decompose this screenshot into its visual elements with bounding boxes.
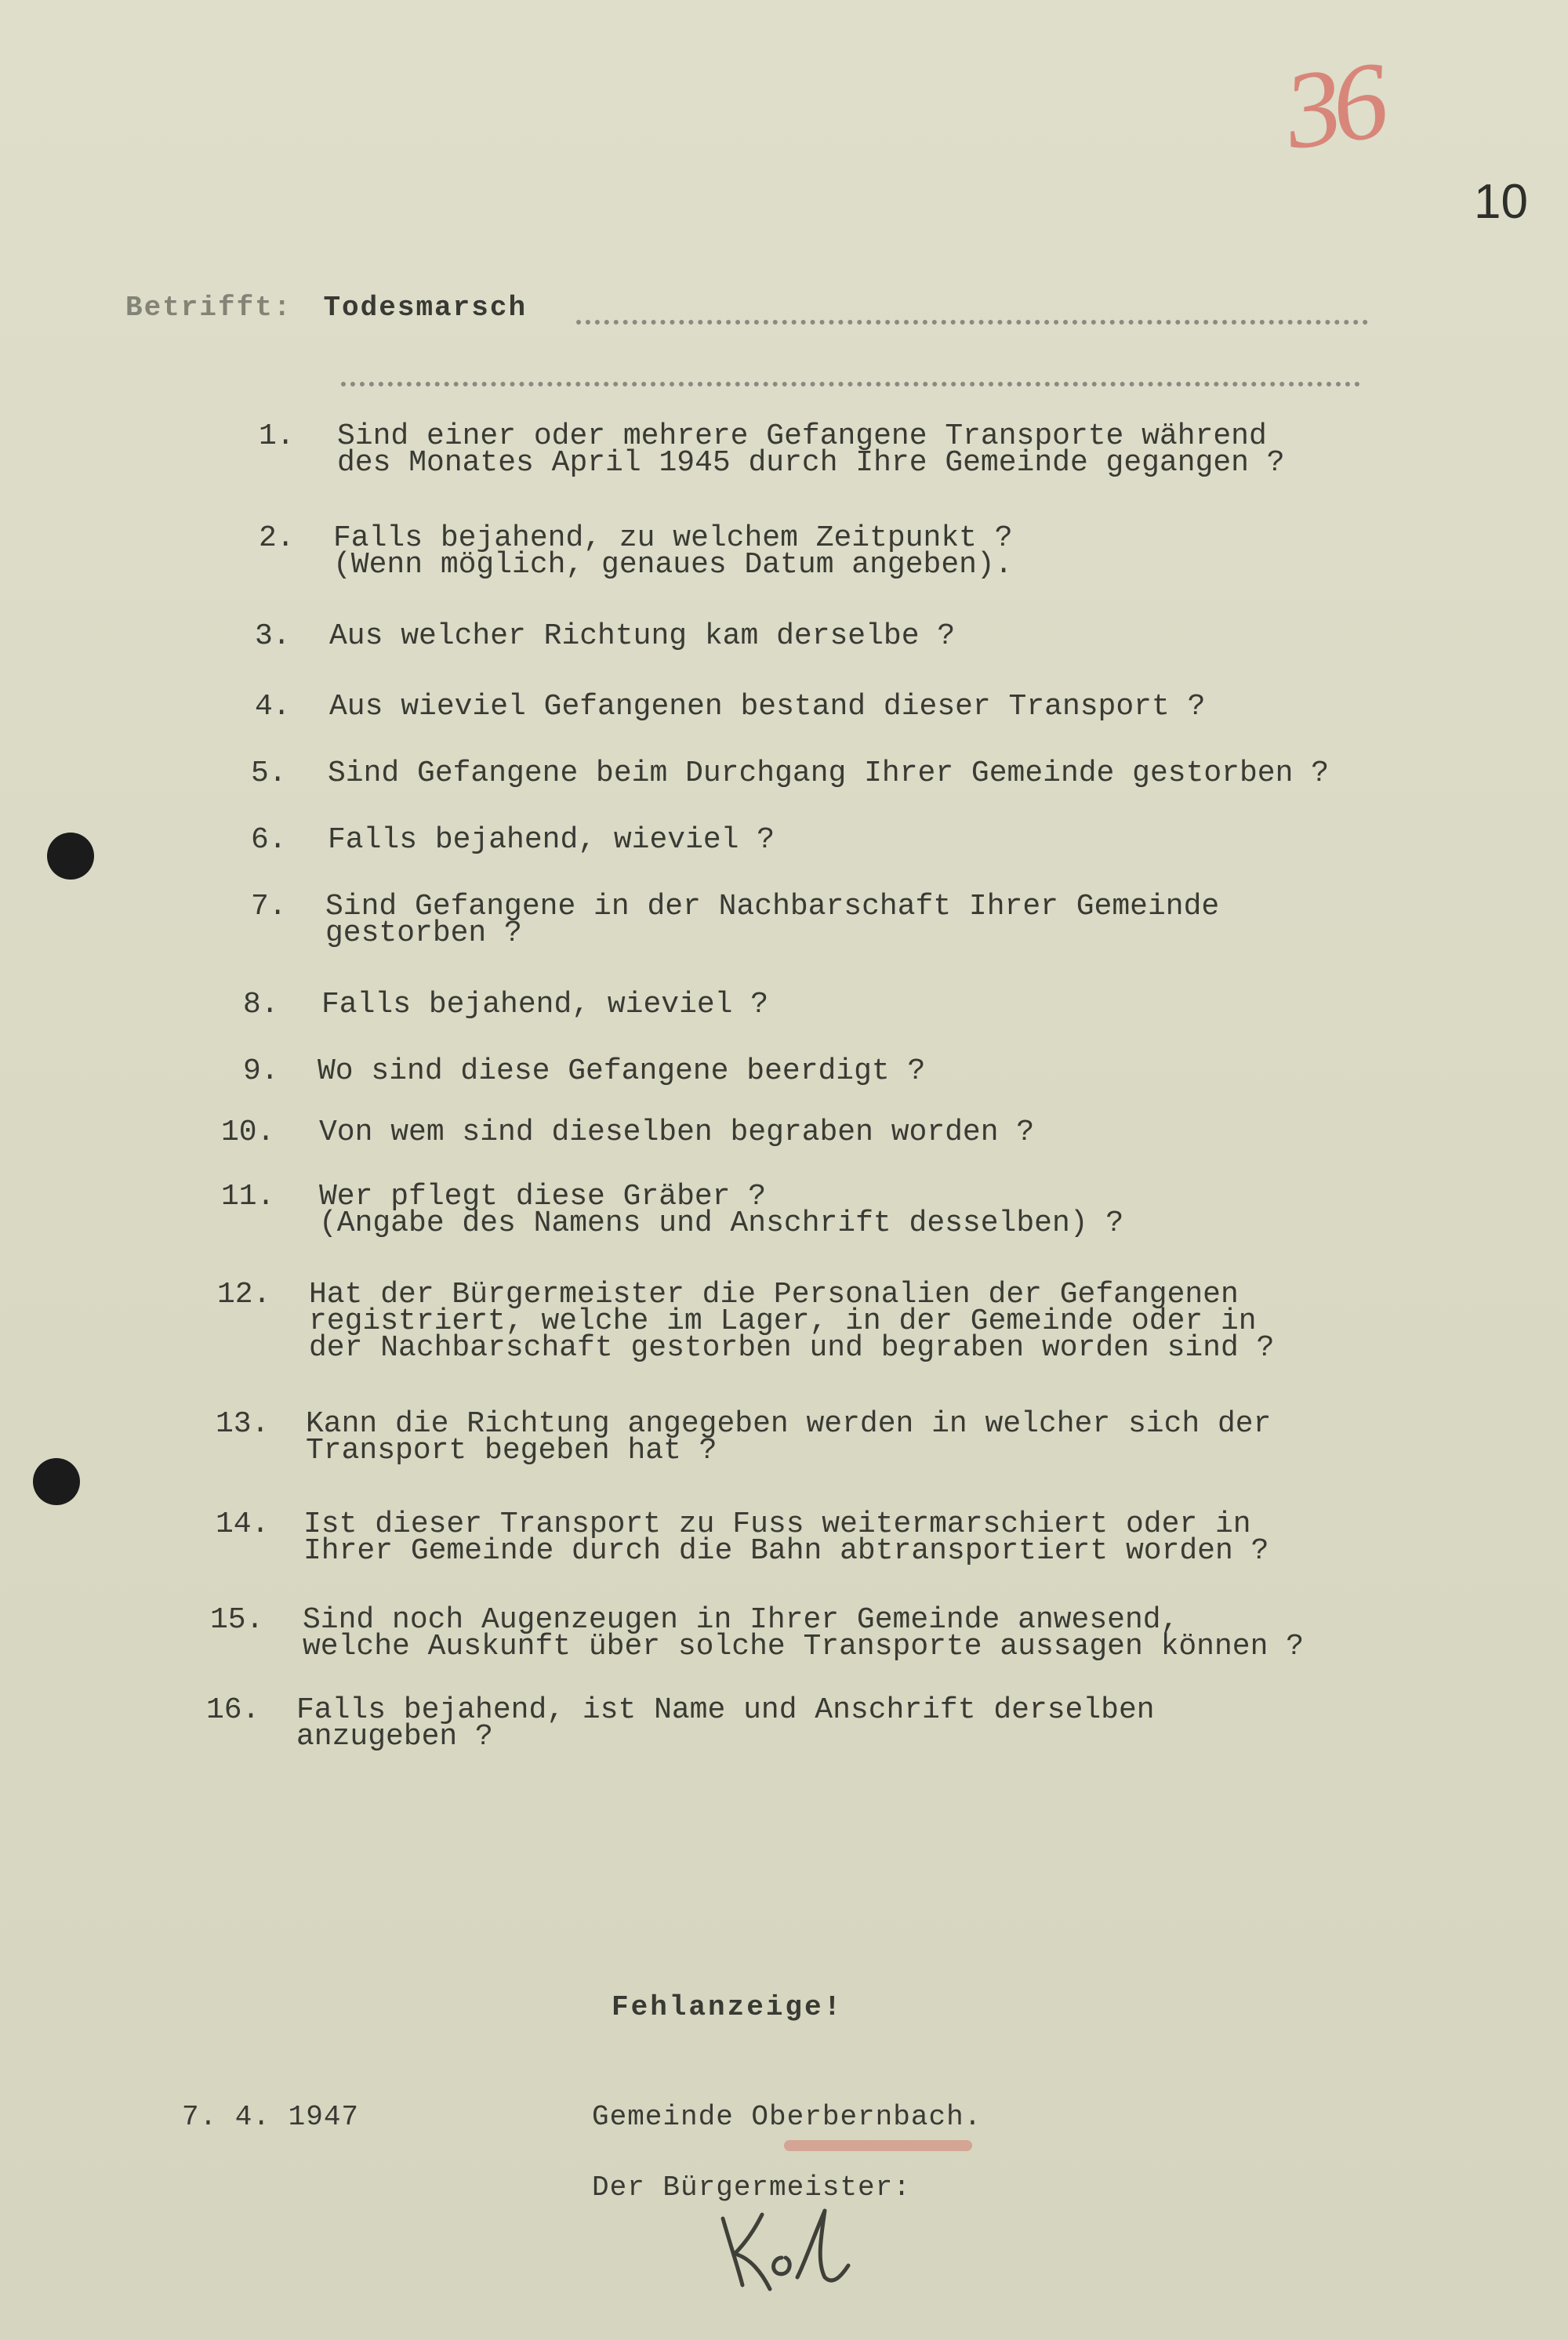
red-underline [784, 2140, 972, 2151]
question-text: Sind noch Augenzeugen in Ihrer Gemeinde anwesend, welche Auskunft über solche Transporte aussagen können ? [303, 1603, 1305, 1663]
question-number: 14. [216, 1507, 270, 1541]
question-text: Sind einer oder mehrere Gefangene Transporte während des Monates April 1945 durch Ihre Gemeinde gegangen ? [337, 419, 1285, 480]
question-number: 9. [243, 1054, 279, 1088]
dotted-line [341, 382, 1360, 386]
question-number: 1. [259, 419, 295, 453]
question-text: Kann die Richtung angegeben werden in welcher sich der Transport begeben hat ? [306, 1407, 1272, 1467]
question-text: Aus welcher Richtung kam derselbe ? [329, 619, 956, 653]
question-number: 4. [255, 690, 291, 724]
question-number: 3. [255, 619, 291, 653]
question-text: Hat der Bürgermeister die Personalien der Gefangenen registriert, welche im Lager, in der Gemeinde oder in der Nachbarschaft gestorben und begraben worden sind ? [309, 1278, 1275, 1365]
question-text: Aus wieviel Gefangenen bestand dieser Transport ? [329, 690, 1206, 724]
question-number: 6. [251, 823, 287, 857]
question-text: Falls bejahend, wieviel ? [321, 988, 769, 1021]
question-number: 7. [251, 890, 287, 923]
subject-value: Todesmarsch [323, 292, 528, 324]
question-number: 8. [243, 988, 279, 1021]
archive-mark: 36 [1277, 39, 1388, 173]
question-number: 16. [206, 1693, 260, 1727]
municipality: Gemeinde Oberbernbach. [592, 2101, 982, 2133]
question-number: 10. [221, 1116, 275, 1149]
dotted-line [576, 320, 1368, 325]
question-number: 5. [251, 756, 287, 790]
question-number: 2. [259, 521, 295, 555]
subject-line [125, 292, 527, 324]
question-text: Falls bejahend, zu welchem Zeitpunkt ? (Wenn möglich, genaues Datum angeben). [333, 521, 1013, 582]
question-text: Falls bejahend, wieviel ? [328, 823, 775, 857]
question-text: Von wem sind dieselben begraben worden ? [319, 1116, 1035, 1149]
question-text: Ist dieser Transport zu Fuss weitermarschiert oder in Ihrer Gemeinde durch die Bahn abtransportiert worden ? [303, 1507, 1269, 1568]
question-text: Wer pflegt diese Gräber ? (Angabe des Namens und Anschrift desselben) ? [319, 1180, 1124, 1240]
punch-hole [47, 833, 94, 880]
remark: Fehlanzeige! [612, 1991, 844, 2023]
question-text: Sind Gefangene beim Durchgang Ihrer Gemeinde gestorben ? [328, 756, 1330, 790]
document-date: 7. 4. 1947 [182, 2101, 360, 2133]
question-number: 15. [210, 1603, 264, 1637]
question-text: Sind Gefangene in der Nachbarschaft Ihrer Gemeinde gestorben ? [325, 890, 1220, 950]
question-text: Wo sind diese Gefangene beerdigt ? [318, 1054, 926, 1088]
mayor-title: Der Bürgermeister: [592, 2171, 911, 2204]
question-text: Falls bejahend, ist Name und Anschrift derselben anzugeben ? [296, 1693, 1155, 1754]
page-number: 10 [1474, 175, 1528, 229]
question-number: 13. [216, 1407, 270, 1441]
question-number: 11. [221, 1180, 275, 1214]
question-number: 12. [217, 1278, 271, 1311]
punch-hole [33, 1458, 80, 1505]
signature [707, 2203, 864, 2297]
subject-label: Betrifft: [125, 292, 292, 324]
